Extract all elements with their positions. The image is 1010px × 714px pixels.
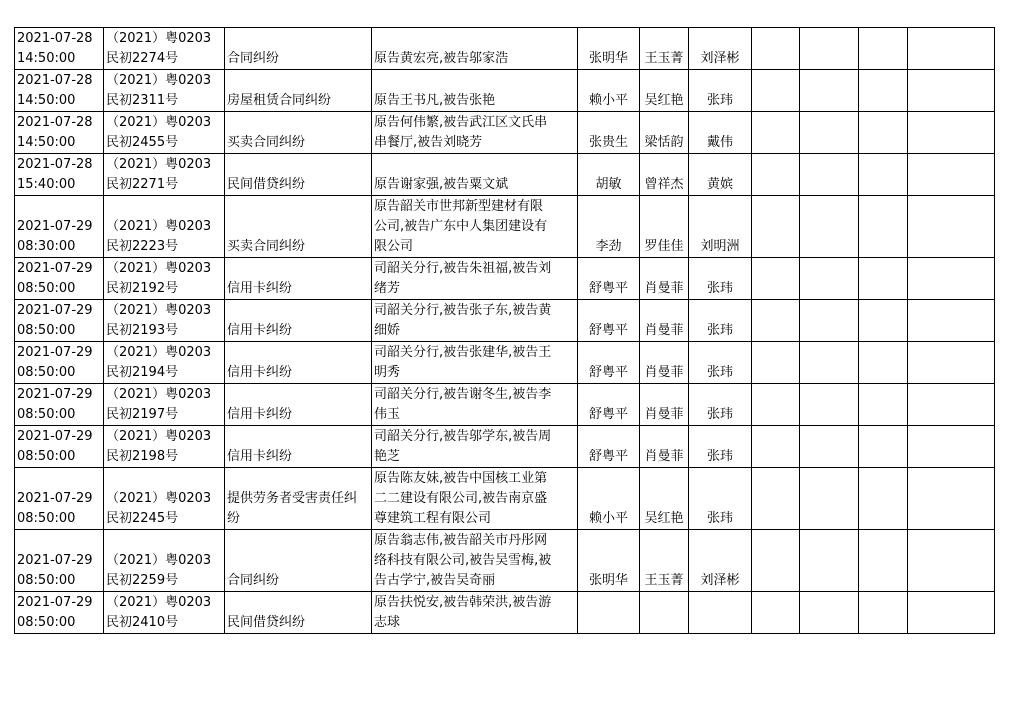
table-row [15,426,995,468]
table-row [15,468,995,530]
hearing-datetime-cell: 2021-07-29 08:50:00 [15,384,104,426]
case-cause-cell: 信用卡纠纷 [225,300,372,342]
case-number-cell: （2021）粤0203 民初2194号 [104,342,225,384]
table-row [15,258,995,300]
empty-cell [859,258,908,300]
empty-cell [859,530,908,592]
hearing-datetime-cell: 2021-07-29 08:30:00 [15,196,104,258]
clerk-cell: 肖曼菲 [640,300,689,342]
parties-cell: 原告扶悦安,被告韩荣洪,被告游 志球 [372,592,578,634]
judge-cell: 舒粤平 [578,300,640,342]
hearing-datetime-cell: 2021-07-29 08:50:00 [15,592,104,634]
parties-cell: 司韶关分行,被告张子东,被告黄 细娇 [372,300,578,342]
empty-cell [800,258,859,300]
empty-cell [859,592,908,634]
secretary-cell: 张玮 [689,384,752,426]
case-cause-cell: 民间借贷纠纷 [225,154,372,196]
hearing-datetime-cell: 2021-07-28 15:40:00 [15,154,104,196]
secretary-cell: 刘泽彬 [689,28,752,70]
hearing-datetime-cell: 2021-07-29 08:50:00 [15,300,104,342]
case-number-cell: （2021）粤0203 民初2223号 [104,196,225,258]
case-number-cell: （2021）粤0203 民初2410号 [104,592,225,634]
secretary-cell: 黄嫔 [689,154,752,196]
parties-cell: 司韶关分行,被告朱祖福,被告刘 绪芳 [372,258,578,300]
empty-cell [800,196,859,258]
empty-cell [752,426,800,468]
case-number-cell: （2021）粤0203 民初2274号 [104,28,225,70]
table-row [15,592,995,634]
table-row [15,70,995,112]
clerk-cell: 吴红艳 [640,468,689,530]
judge-cell: 张明华 [578,28,640,70]
empty-cell [908,300,995,342]
empty-cell [752,342,800,384]
empty-cell [752,300,800,342]
empty-cell [800,592,859,634]
empty-cell [800,426,859,468]
parties-cell: 原告陈友妹,被告中国核工业第 二二建设有限公司,被告南京盛 尊建筑工程有限公司 [372,468,578,530]
empty-cell [859,300,908,342]
parties-cell: 司韶关分行,被告邬学东,被告周 艳芝 [372,426,578,468]
case-cause-cell: 提供劳务者受害责任纠 纷 [225,468,372,530]
clerk-cell [640,592,689,634]
empty-cell [908,70,995,112]
empty-cell [908,112,995,154]
parties-cell: 原告何伟繁,被告武江区文氏串 串餐厅,被告刘晓芳 [372,112,578,154]
case-cause-cell: 信用卡纠纷 [225,426,372,468]
empty-cell [908,196,995,258]
empty-cell [752,70,800,112]
parties-cell: 司韶关分行,被告张建华,被告王 明秀 [372,342,578,384]
table-row [15,384,995,426]
secretary-cell [689,592,752,634]
parties-cell: 原告黄宏亮,被告邬家浩 [372,28,578,70]
empty-cell [908,426,995,468]
empty-cell [908,342,995,384]
empty-cell [859,28,908,70]
clerk-cell: 罗佳佳 [640,196,689,258]
table-row [15,196,995,258]
case-number-cell: （2021）粤0203 民初2198号 [104,426,225,468]
empty-cell [800,70,859,112]
case-cause-cell: 买卖合同纠纷 [225,112,372,154]
empty-cell [800,154,859,196]
judge-cell [578,592,640,634]
hearing-datetime-cell: 2021-07-29 08:50:00 [15,342,104,384]
empty-cell [752,530,800,592]
judge-cell: 舒粤平 [578,384,640,426]
hearing-datetime-cell: 2021-07-28 14:50:00 [15,70,104,112]
hearing-datetime-cell: 2021-07-29 08:50:00 [15,468,104,530]
hearing-datetime-cell: 2021-07-29 08:50:00 [15,426,104,468]
empty-cell [752,468,800,530]
secretary-cell: 刘泽彬 [689,530,752,592]
case-number-cell: （2021）粤0203 民初2245号 [104,468,225,530]
judge-cell: 赖小平 [578,70,640,112]
secretary-cell: 张玮 [689,70,752,112]
empty-cell [908,154,995,196]
empty-cell [908,530,995,592]
judge-cell: 胡敏 [578,154,640,196]
judge-cell: 舒粤平 [578,426,640,468]
secretary-cell: 张玮 [689,300,752,342]
case-number-cell: （2021）粤0203 民初2193号 [104,300,225,342]
clerk-cell: 王玉菁 [640,530,689,592]
judge-cell: 张贵生 [578,112,640,154]
case-number-cell: （2021）粤0203 民初2271号 [104,154,225,196]
hearing-datetime-cell: 2021-07-28 14:50:00 [15,28,104,70]
empty-cell [800,468,859,530]
table-row [15,342,995,384]
parties-cell: 原告王书凡,被告张艳 [372,70,578,112]
case-cause-cell: 合同纠纷 [225,530,372,592]
empty-cell [908,258,995,300]
hearing-datetime-cell: 2021-07-29 08:50:00 [15,530,104,592]
case-cause-cell: 信用卡纠纷 [225,258,372,300]
empty-cell [908,468,995,530]
clerk-cell: 吴红艳 [640,70,689,112]
empty-cell [752,258,800,300]
empty-cell [752,196,800,258]
judge-cell: 舒粤平 [578,258,640,300]
clerk-cell: 肖曼菲 [640,342,689,384]
judge-cell: 李劲 [578,196,640,258]
clerk-cell: 肖曼菲 [640,384,689,426]
table-body [15,28,995,634]
secretary-cell: 张玮 [689,468,752,530]
judge-cell: 舒粤平 [578,342,640,384]
empty-cell [908,592,995,634]
secretary-cell: 张玮 [689,426,752,468]
parties-cell: 司韶关分行,被告谢冬生,被告李 伟玉 [372,384,578,426]
case-cause-cell: 信用卡纠纷 [225,342,372,384]
table-row [15,154,995,196]
empty-cell [859,112,908,154]
secretary-cell: 张玮 [689,342,752,384]
case-number-cell: （2021）粤0203 民初2197号 [104,384,225,426]
empty-cell [800,342,859,384]
case-number-cell: （2021）粤0203 民初2192号 [104,258,225,300]
parties-cell: 原告韶关市世邦新型建材有限 公司,被告广东中人集团建设有 限公司 [372,196,578,258]
empty-cell [800,300,859,342]
case-number-cell: （2021）粤0203 民初2455号 [104,112,225,154]
parties-cell: 原告翁志伟,被告韶关市丹彤网 络科技有限公司,被告吴雪梅,被 告古学宁,被告吴奇丽 [372,530,578,592]
table-row [15,530,995,592]
clerk-cell: 肖曼菲 [640,426,689,468]
empty-cell [752,28,800,70]
case-cause-cell: 民间借贷纠纷 [225,592,372,634]
empty-cell [752,592,800,634]
case-cause-cell: 房屋租赁合同纠纷 [225,70,372,112]
empty-cell [859,426,908,468]
empty-cell [859,70,908,112]
judge-cell: 张明华 [578,530,640,592]
empty-cell [859,342,908,384]
secretary-cell: 张玮 [689,258,752,300]
empty-cell [800,384,859,426]
empty-cell [800,28,859,70]
case-cause-cell: 信用卡纠纷 [225,384,372,426]
case-cause-cell: 买卖合同纠纷 [225,196,372,258]
clerk-cell: 肖曼菲 [640,258,689,300]
hearing-datetime-cell: 2021-07-28 14:50:00 [15,112,104,154]
empty-cell [859,154,908,196]
table-row [15,300,995,342]
table-row [15,28,995,70]
empty-cell [859,384,908,426]
empty-cell [752,112,800,154]
empty-cell [908,28,995,70]
empty-cell [800,530,859,592]
empty-cell [908,384,995,426]
empty-cell [752,154,800,196]
empty-cell [752,384,800,426]
case-cause-cell: 合同纠纷 [225,28,372,70]
parties-cell: 原告谢家强,被告粟文斌 [372,154,578,196]
case-number-cell: （2021）粤0203 民初2259号 [104,530,225,592]
case-number-cell: （2021）粤0203 民初2311号 [104,70,225,112]
table-row [15,112,995,154]
hearing-datetime-cell: 2021-07-29 08:50:00 [15,258,104,300]
secretary-cell: 戴伟 [689,112,752,154]
secretary-cell: 刘明洲 [689,196,752,258]
empty-cell [859,196,908,258]
empty-cell [800,112,859,154]
clerk-cell: 曾祥杰 [640,154,689,196]
judge-cell: 赖小平 [578,468,640,530]
hearing-schedule-table [14,27,995,634]
clerk-cell: 王玉菁 [640,28,689,70]
empty-cell [859,468,908,530]
clerk-cell: 梁恬韵 [640,112,689,154]
